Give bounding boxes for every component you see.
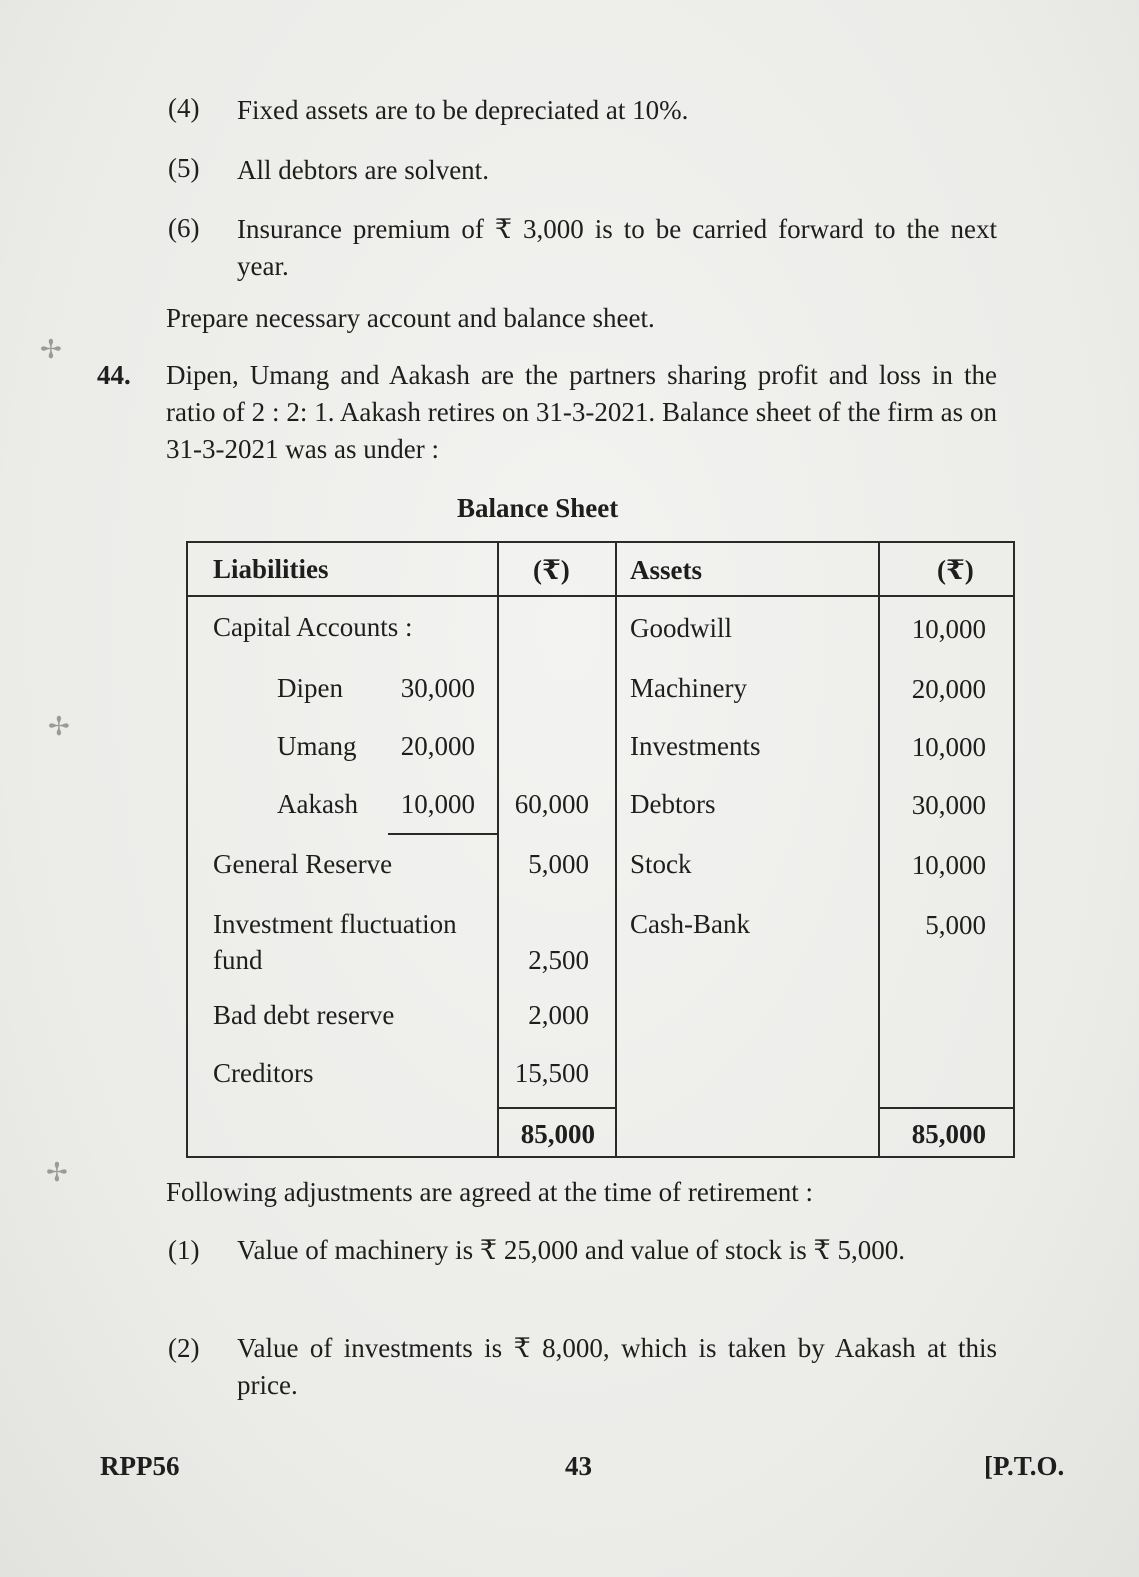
adjustment-number: (2): [168, 1333, 200, 1363]
header-assets: Assets: [630, 555, 702, 585]
item-text: Insurance premium of ₹ 3,000 is to be carried forward to the next year.: [237, 214, 997, 281]
item-number: (4): [168, 93, 200, 123]
asset-label: Stock: [630, 849, 692, 879]
asset-label: Machinery: [630, 673, 747, 703]
capital-total: 60,000: [514, 789, 589, 819]
staple-mark-icon: ✢: [48, 712, 70, 741]
asset-amount: 10,000: [911, 850, 986, 880]
asset-label: Goodwill: [630, 613, 733, 643]
liability-amount: 15,500: [514, 1058, 589, 1088]
instruction-text: Prepare necessary account and balance sheet.: [166, 303, 655, 333]
liability-amount: 2,500: [528, 945, 589, 975]
paper-code: RPP56: [100, 1451, 180, 1481]
page-number: 43: [565, 1451, 592, 1481]
item-text: All debtors are solvent.: [237, 155, 489, 185]
pto-label: [P.T.O.: [984, 1451, 1065, 1481]
asset-amount: 30,000: [911, 790, 986, 820]
question-number: 44.: [97, 360, 131, 390]
liability-amount: 5,000: [528, 849, 589, 879]
balance-sheet-table: [186, 541, 1015, 1158]
header-amount: (₹): [937, 555, 974, 585]
capital-accounts-label: Capital Accounts :: [213, 612, 413, 642]
adjustment-text: Value of machinery is ₹ 25,000 and value of stock is ₹ 5,000.: [237, 1235, 905, 1265]
adjustments-intro: Following adjustments are agreed at the time of retirement :: [166, 1177, 814, 1207]
partner-name: Umang: [277, 731, 357, 761]
asset-label: Cash-Bank: [630, 909, 750, 939]
liability-label: Bad debt reserve: [213, 1000, 395, 1030]
total-assets: 85,000: [911, 1119, 986, 1149]
adjustment-number: (1): [168, 1235, 200, 1265]
partner-amount: 30,000: [400, 673, 475, 703]
asset-label: Debtors: [630, 789, 716, 819]
partner-name: Aakash: [277, 789, 358, 819]
partner-name: Dipen: [277, 673, 343, 703]
asset-amount: 10,000: [911, 732, 986, 762]
item-text: Fixed assets are to be depreciated at 10%.: [237, 95, 689, 125]
question-text: Dipen, Umang and Aakash are the partners sharing profit and loss in the ratio of 2 : 2: 1. Aakash retires on 31-3-2021. Balance sheet of the firm as on 31-3-2021 was as under :: [166, 360, 997, 464]
staple-mark-icon: ✢: [46, 1158, 68, 1187]
total-liabilities: 85,000: [520, 1119, 595, 1149]
partner-amount: 20,000: [400, 731, 475, 761]
asset-amount: 20,000: [911, 674, 986, 704]
asset-label: Investments: [630, 731, 761, 761]
header-amount: (₹): [533, 555, 570, 585]
partner-amount: 10,000: [400, 789, 475, 819]
header-liabilities: Liabilities: [213, 554, 329, 584]
item-number: (6): [168, 213, 200, 243]
liability-label: Investment fluctuation fund: [213, 909, 457, 975]
asset-amount: 5,000: [925, 910, 986, 940]
asset-amount: 10,000: [911, 614, 986, 644]
adjustment-text: Value of investments is ₹ 8,000, which is taken by Aakash at this price.: [237, 1333, 997, 1400]
liability-amount: 2,000: [528, 1000, 589, 1030]
liability-label: Creditors: [213, 1058, 314, 1088]
table-title: Balance Sheet: [457, 493, 619, 523]
staple-mark-icon: ✢: [40, 335, 62, 364]
liability-label: General Reserve: [213, 849, 393, 879]
item-number: (5): [168, 153, 200, 183]
